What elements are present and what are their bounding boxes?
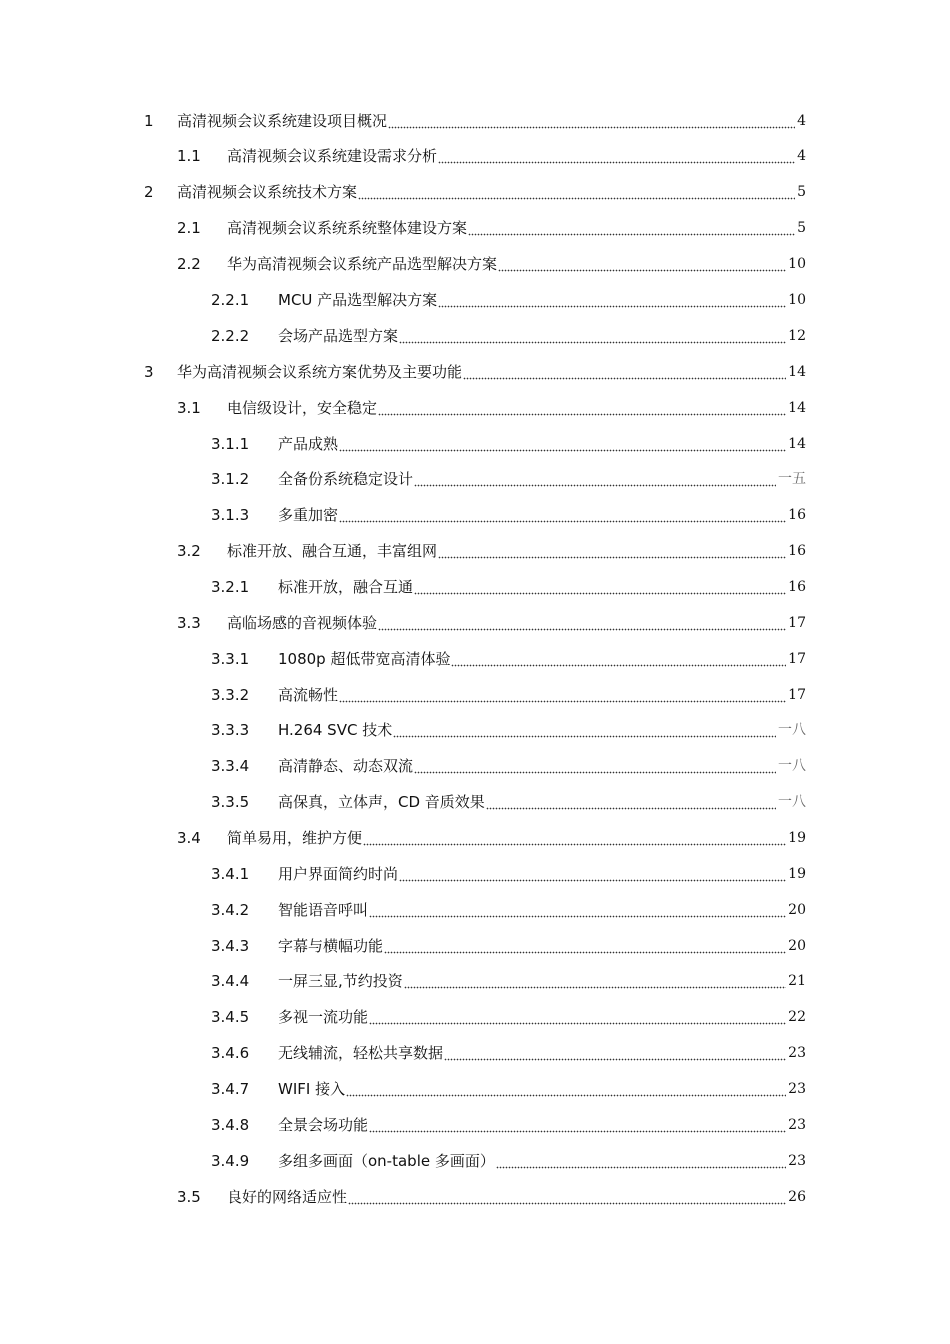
toc-entry[interactable] — [0, 790, 950, 814]
toc-entry-page: 19 — [788, 866, 806, 882]
toc-entry-page: 12 — [788, 328, 806, 344]
toc-entry-title: 1080p 超低带宽高清体验 — [278, 650, 451, 668]
toc-entry-page: 14 — [788, 400, 806, 416]
toc-entry-page: 22 — [788, 1009, 806, 1025]
dot-leader — [358, 180, 795, 204]
dot-leader — [414, 467, 776, 491]
toc-entry-page: 20 — [788, 938, 806, 954]
toc-entry-number: 3.4.8 — [211, 1116, 250, 1134]
toc-entry-page: 16 — [788, 543, 806, 559]
toc-entry[interactable] — [0, 467, 950, 491]
toc-entry[interactable] — [0, 611, 950, 635]
toc-entry-number: 3.2.1 — [211, 578, 250, 596]
toc-entry-page: 一八 — [778, 722, 806, 738]
dot-leader — [384, 934, 786, 958]
dot-leader — [414, 754, 776, 778]
toc-entry-page: 一八 — [778, 758, 806, 774]
toc-entry-title: 会场产品选型方案 — [278, 327, 399, 345]
toc-entry-page: 14 — [788, 364, 806, 380]
toc-entry-number: 3.4.7 — [211, 1080, 250, 1098]
toc-entry[interactable] — [0, 144, 950, 168]
toc-entry-title: 字幕与横幅功能 — [278, 937, 384, 955]
dot-leader — [451, 647, 786, 671]
toc-entry-title: 标准开放，融合互通 — [278, 578, 414, 596]
toc-entry-title: 电信级设计，安全稳定 — [227, 399, 378, 417]
toc-entry-title: 华为高清视频会议系统方案优势及主要功能 — [177, 363, 463, 381]
toc-entry-title: 用户界面简约时尚 — [278, 865, 399, 883]
toc-entry[interactable] — [0, 1041, 950, 1065]
dot-leader — [388, 109, 795, 133]
toc-entry-page: 21 — [788, 973, 806, 989]
toc-entry-number: 3.4.4 — [211, 972, 250, 990]
toc-entry-number: 1 — [144, 112, 154, 130]
toc-entry-title: 全景会场功能 — [278, 1116, 369, 1134]
dot-leader — [348, 1185, 786, 1209]
toc-entry-number: 3.5 — [177, 1188, 201, 1206]
toc-entry-page: 16 — [788, 579, 806, 595]
toc-entry-page: 17 — [788, 651, 806, 667]
toc-entry-page: 一五 — [778, 471, 806, 487]
toc-entry-number: 3.4.3 — [211, 937, 250, 955]
toc-entry-title: 智能语音呼叫 — [278, 901, 369, 919]
toc-entry[interactable] — [0, 683, 950, 707]
dot-leader — [444, 1041, 786, 1065]
dot-leader — [378, 611, 786, 635]
dot-leader — [369, 1113, 786, 1137]
toc-entry-page: 20 — [788, 902, 806, 918]
toc-entry-title: 高流畅性 — [278, 686, 339, 704]
toc-entry-page: 一八 — [778, 794, 806, 810]
toc-entry[interactable] — [0, 826, 950, 850]
toc-entry-page: 23 — [788, 1081, 806, 1097]
toc-entry-number: 3.1.3 — [211, 506, 250, 524]
toc-entry[interactable] — [0, 180, 950, 204]
toc-entry[interactable] — [0, 1005, 950, 1029]
toc-entry-number: 3.4.5 — [211, 1008, 250, 1026]
toc-entry[interactable] — [0, 503, 950, 527]
toc-entry-title: 高清视频会议系统建设需求分析 — [227, 147, 438, 165]
toc-entry-title: 高清静态、动态双流 — [278, 757, 414, 775]
toc-entry[interactable] — [0, 754, 950, 778]
toc-entry-page: 10 — [788, 256, 806, 272]
toc-entry-number: 3.2 — [177, 542, 201, 560]
toc-entry-page: 26 — [788, 1189, 806, 1205]
dot-leader — [369, 1005, 786, 1029]
dot-leader — [438, 144, 795, 168]
dot-leader — [498, 252, 786, 276]
toc-entry[interactable] — [0, 1077, 950, 1101]
toc-entry-number: 2.2.1 — [211, 291, 250, 309]
toc-entry-title: 一屏三显,节约投资 — [278, 972, 403, 990]
dot-leader — [363, 826, 786, 850]
toc-entry-page: 5 — [797, 184, 806, 200]
toc-entry-number: 3.3.1 — [211, 650, 250, 668]
toc-entry[interactable] — [0, 647, 950, 671]
toc-entry-page: 16 — [788, 507, 806, 523]
toc-entry[interactable] — [0, 1185, 950, 1209]
toc-entry-title: WIFI 接入 — [278, 1080, 346, 1098]
toc-entry[interactable] — [0, 432, 950, 456]
dot-leader — [399, 862, 786, 886]
toc-entry-number: 3.1.2 — [211, 470, 250, 488]
toc-entry-page: 17 — [788, 687, 806, 703]
toc-entry[interactable] — [0, 216, 950, 240]
toc-entry[interactable] — [0, 396, 950, 420]
dot-leader — [339, 683, 786, 707]
dot-leader — [399, 324, 786, 348]
toc-entry-title: 华为高清视频会议系统产品选型解决方案 — [227, 255, 498, 273]
toc-entry-title: 多视一流功能 — [278, 1008, 369, 1026]
toc-entry-number: 3.4 — [177, 829, 201, 847]
toc-entry[interactable] — [0, 934, 950, 958]
toc-entry-page: 17 — [788, 615, 806, 631]
dot-leader — [404, 969, 786, 993]
toc-entry-number: 2.2.2 — [211, 327, 250, 345]
toc-entry-number: 3.3.2 — [211, 686, 250, 704]
toc-entry[interactable] — [0, 539, 950, 563]
toc-entry[interactable] — [0, 360, 950, 384]
toc-entry-number: 2 — [144, 183, 154, 201]
dot-leader — [486, 790, 776, 814]
toc-entry-number: 3.3.3 — [211, 721, 250, 739]
toc-entry-page: 23 — [788, 1045, 806, 1061]
toc-entry[interactable] — [0, 1149, 950, 1173]
toc-entry-number: 3.3.5 — [211, 793, 250, 811]
dot-leader — [496, 1149, 786, 1173]
toc-entry-number: 3.3 — [177, 614, 201, 632]
toc-entry-title: MCU 产品选型解决方案 — [278, 291, 438, 309]
toc-entry-page: 23 — [788, 1117, 806, 1133]
toc-entry-page: 4 — [797, 148, 806, 164]
toc-entry-page: 4 — [797, 113, 806, 129]
dot-leader — [339, 432, 786, 456]
toc-entry-number: 2.1 — [177, 219, 201, 237]
toc-entry-title: 高清视频会议系统技术方案 — [177, 183, 358, 201]
toc-entry-number: 3.4.9 — [211, 1152, 250, 1170]
toc-entry-number: 1.1 — [177, 147, 201, 165]
toc-entry-title: 产品成熟 — [278, 435, 339, 453]
toc-entry[interactable] — [0, 575, 950, 599]
toc-entry[interactable] — [0, 109, 950, 133]
toc-entry-page: 5 — [797, 220, 806, 236]
toc-entry[interactable] — [0, 288, 950, 312]
toc-entry-number: 3.4.6 — [211, 1044, 250, 1062]
toc-entry-number: 2.2 — [177, 255, 201, 273]
dot-leader — [463, 360, 786, 384]
toc-entry-title: 高临场感的音视频体验 — [227, 614, 378, 632]
dot-leader — [393, 718, 776, 742]
toc-entry-title: 良好的网络适应性 — [227, 1188, 348, 1206]
toc-entry-title: 无线辅流，轻松共享数据 — [278, 1044, 444, 1062]
toc-entry-title: 多组多画面（on-table 多画面） — [278, 1152, 495, 1170]
toc-entry-title: 标准开放、融合互通，丰富组网 — [227, 542, 438, 560]
toc-entry-title: 简单易用，维护方便 — [227, 829, 363, 847]
toc-entry[interactable] — [0, 252, 950, 276]
toc-entry-title: 多重加密 — [278, 506, 339, 524]
toc-entry-number: 3.4.1 — [211, 865, 250, 883]
toc-entry[interactable] — [0, 718, 950, 742]
toc-entry-number: 3 — [144, 363, 154, 381]
toc-entry-page: 23 — [788, 1153, 806, 1169]
toc-entry-title: 高清视频会议系统建设项目概况 — [177, 112, 388, 130]
toc-entry-title: 高保真，立体声，CD 音质效果 — [278, 793, 485, 811]
toc-entry[interactable] — [0, 1113, 950, 1137]
toc-entry-page: 14 — [788, 436, 806, 452]
toc-entry-title: H.264 SVC 技术 — [278, 721, 393, 739]
toc-entry-number: 3.3.4 — [211, 757, 250, 775]
toc-entry-number: 3.1.1 — [211, 435, 250, 453]
toc-entry[interactable] — [0, 324, 950, 348]
toc-entry-title: 高清视频会议系统系统整体建设方案 — [227, 219, 468, 237]
toc-entry-title: 全备份系统稳定设计 — [278, 470, 414, 488]
toc-entry[interactable] — [0, 969, 950, 993]
toc-entry-page: 10 — [788, 292, 806, 308]
dot-leader — [346, 1077, 786, 1101]
dot-leader — [468, 216, 795, 240]
toc-entry-number: 3.4.2 — [211, 901, 250, 919]
dot-leader — [438, 539, 786, 563]
toc-entry[interactable] — [0, 862, 950, 886]
toc-entry[interactable] — [0, 898, 950, 922]
dot-leader — [438, 288, 786, 312]
dot-leader — [414, 575, 786, 599]
toc-entry-number: 3.1 — [177, 399, 201, 417]
dot-leader — [369, 898, 786, 922]
dot-leader — [339, 503, 786, 527]
dot-leader — [378, 396, 786, 420]
toc-entry-page: 19 — [788, 830, 806, 846]
